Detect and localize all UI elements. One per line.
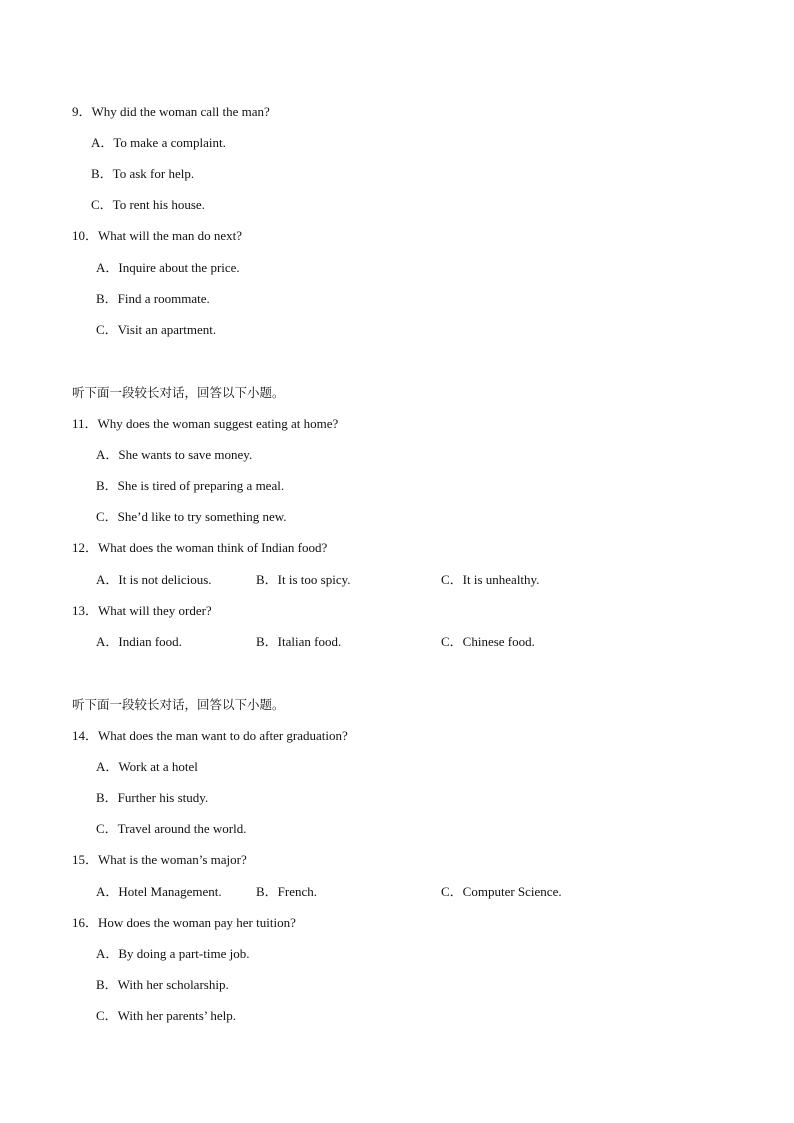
q10-option-b: B．Find a roommate. xyxy=(96,291,210,306)
q11-option-c: C．She’d like to try something new. xyxy=(96,509,287,524)
q12-option-a: A．It is not delicious. xyxy=(96,572,212,587)
q10-option-a: A．Inquire about the price. xyxy=(96,260,240,275)
q15-option-c: C．Computer Science. xyxy=(441,884,562,899)
q10-option-c: C．Visit an apartment. xyxy=(96,322,217,337)
q13-option-a: A．Indian food. xyxy=(96,634,182,649)
q14-option-b: B．Further his study. xyxy=(96,790,209,805)
question-16: 16．How does the woman pay her tuition? xyxy=(72,915,296,930)
section-instruction: 听下面一段较长对话，回答以下小题。 xyxy=(72,697,285,712)
q9-option-a: A．To make a complaint. xyxy=(91,135,226,150)
q15-option-b: B．French. xyxy=(256,884,318,899)
q11-option-b: B．She is tired of preparing a meal. xyxy=(96,478,285,493)
q12-option-c: C．It is unhealthy. xyxy=(441,572,540,587)
question-14: 14．What does the man want to do after graduation? xyxy=(72,728,348,743)
q11-option-a: A．She wants to save money. xyxy=(96,447,253,462)
q13-option-b: B．Italian food. xyxy=(256,634,342,649)
question-11: 11．Why does the woman suggest eating at home? xyxy=(72,416,339,431)
q9-option-c: C．To rent his house. xyxy=(91,197,205,212)
question-13: 13．What will they order? xyxy=(72,603,212,618)
q16-option-b: B．With her scholarship. xyxy=(96,977,229,992)
q14-option-c: C．Travel around the world. xyxy=(96,821,247,836)
q9-option-b: B．To ask for help. xyxy=(91,166,195,181)
question-12: 12．What does the woman think of Indian food? xyxy=(72,540,328,555)
q16-option-c: C．With her parents’ help. xyxy=(96,1008,237,1023)
q15-option-a: A．Hotel Management. xyxy=(96,884,222,899)
section-instruction: 听下面一段较长对话，回答以下小题。 xyxy=(72,385,285,400)
q13-option-c: C．Chinese food. xyxy=(441,634,535,649)
question-15: 15．What is the woman’s major? xyxy=(72,852,247,867)
question-9: 9．Why did the woman call the man? xyxy=(72,104,270,119)
q12-option-b: B．It is too spicy. xyxy=(256,572,351,587)
question-10: 10．What will the man do next? xyxy=(72,228,243,243)
q14-option-a: A．Work at a hotel xyxy=(96,759,198,774)
q16-option-a: A．By doing a part-time job. xyxy=(96,946,250,961)
